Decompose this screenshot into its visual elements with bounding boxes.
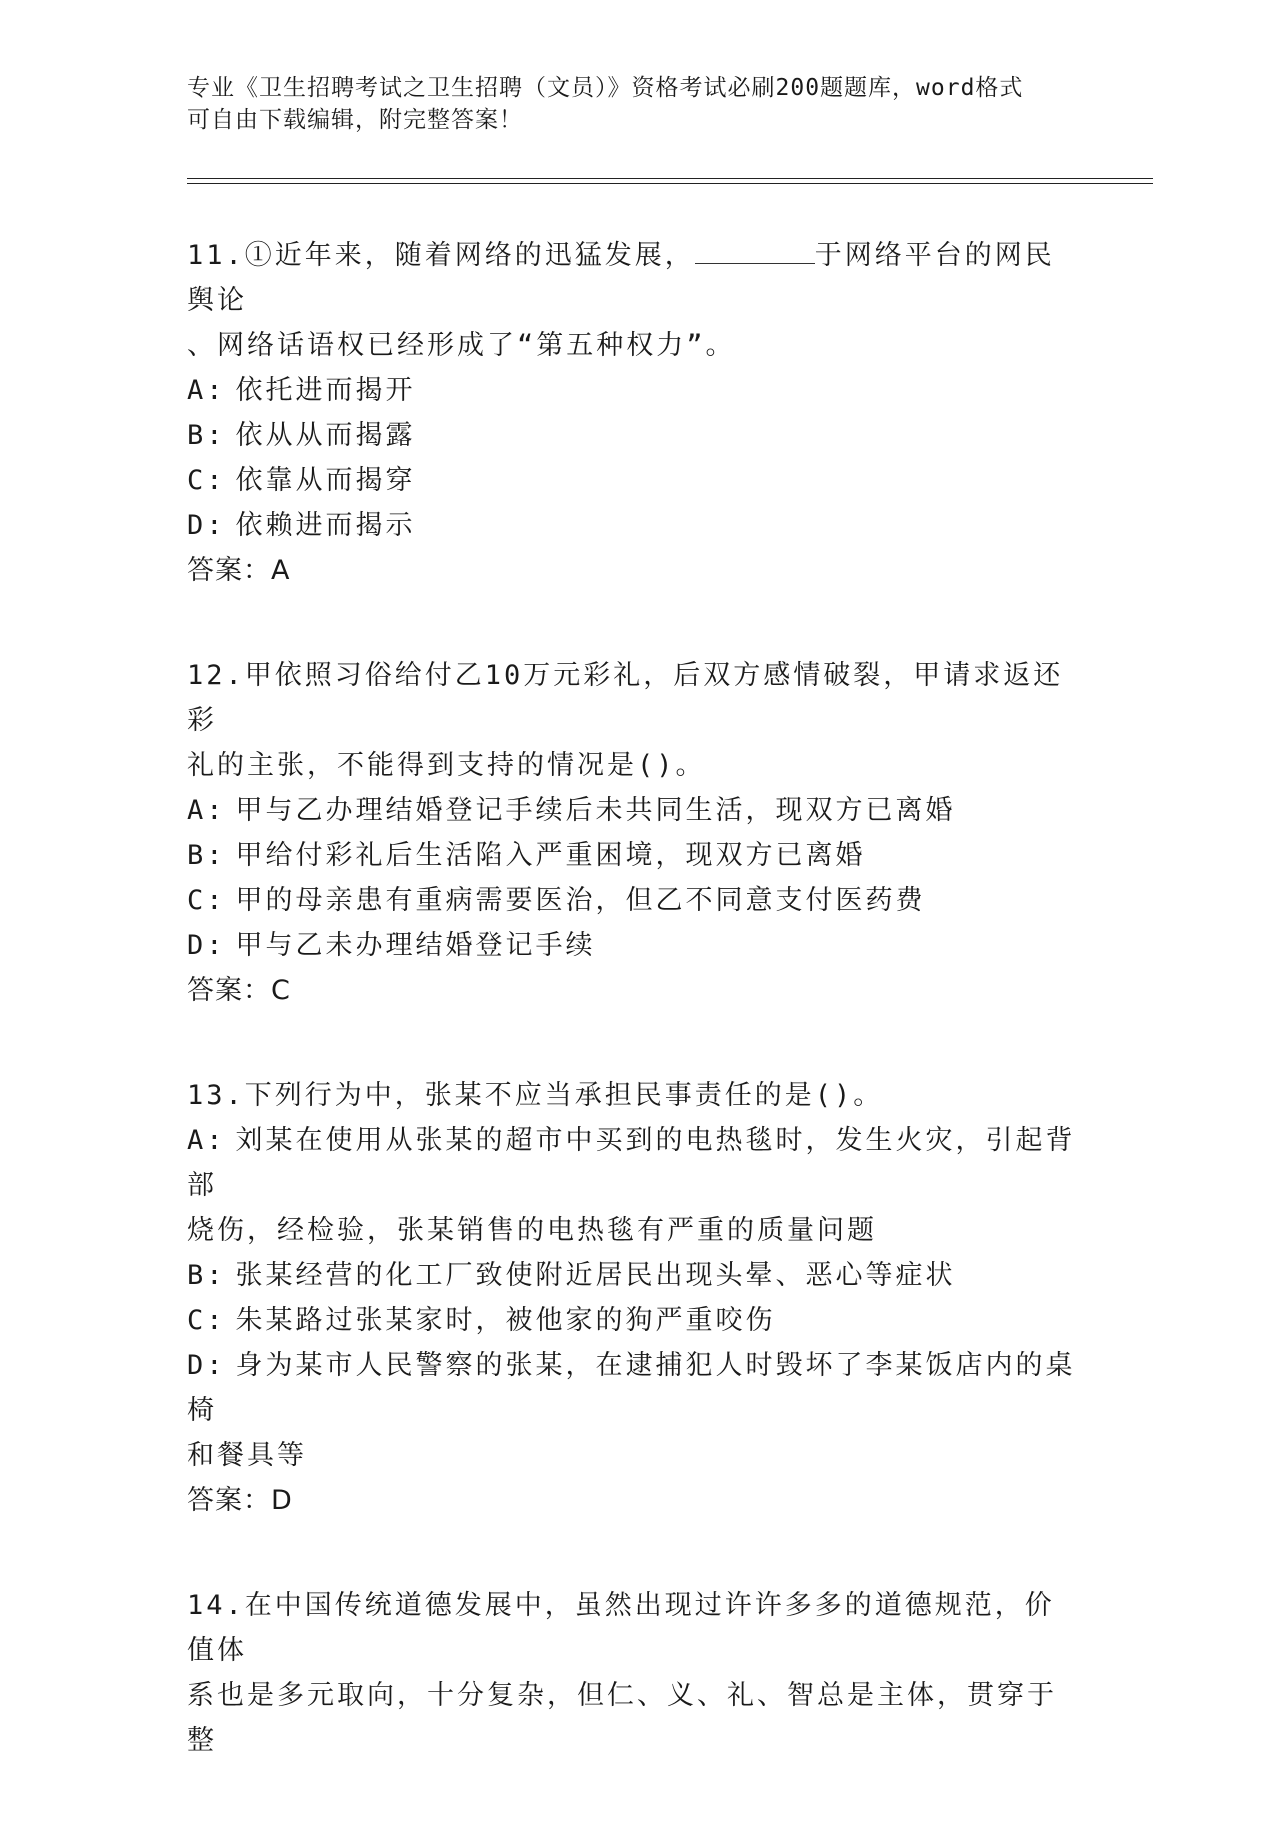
header-divider-top bbox=[187, 178, 1153, 179]
document-header bbox=[187, 72, 1067, 136]
option-d: D: 甲与乙未办理结婚登记手续 bbox=[187, 930, 596, 961]
question-list bbox=[187, 233, 1077, 1823]
option-d: D: 依赖进而揭示 bbox=[187, 510, 416, 541]
option-b: B: 依从从而揭露 bbox=[187, 420, 416, 451]
question-14 bbox=[187, 1583, 1077, 1763]
question-stem: 11.①近年来，随着网络的迅猛发展， 于网络平台的网民舆论 bbox=[187, 233, 1077, 323]
answer-line: 答案：A bbox=[187, 555, 291, 586]
answer-line: 答案：C bbox=[187, 975, 291, 1006]
option-c: C: 朱某路过张某家时，被他家的狗严重咬伤 bbox=[187, 1305, 776, 1336]
answer-line: 答案：D bbox=[187, 1485, 293, 1516]
option-b: B: 甲给付彩礼后生活陷入严重困境，现双方已离婚 bbox=[187, 840, 866, 871]
question-stem-cont: 礼的主张，不能得到支持的情况是()。 bbox=[187, 750, 706, 781]
fill-in-blank bbox=[695, 235, 815, 264]
header-divider-bottom bbox=[187, 183, 1153, 184]
header-line-2: 可自由下载编辑，附完整答案！ bbox=[187, 107, 523, 133]
option-d-cont: 和餐具等 bbox=[187, 1440, 307, 1471]
option-d: D: 身为某市人民警察的张某，在逮捕犯人时毁坏了李某饭店内的桌椅 bbox=[187, 1350, 1076, 1426]
option-a: A: 刘某在使用从张某的超市中买到的电热毯时，发生火灾，引起背部 bbox=[187, 1125, 1076, 1201]
question-11 bbox=[187, 233, 1077, 593]
option-b: B: 张某经营的化工厂致使附近居民出现头晕、恶心等症状 bbox=[187, 1260, 956, 1291]
option-a: A: 甲与乙办理结婚登记手续后未共同生活，现双方已离婚 bbox=[187, 795, 956, 826]
question-stem: 13.下列行为中，张某不应当承担民事责任的是()。 bbox=[187, 1080, 884, 1111]
question-13 bbox=[187, 1073, 1077, 1523]
option-c: C: 依靠从而揭穿 bbox=[187, 465, 416, 496]
question-12 bbox=[187, 653, 1077, 1013]
question-stem: 12.甲依照习俗给付乙10万元彩礼，后双方感情破裂，甲请求返还彩 bbox=[187, 660, 1064, 736]
header-line-1: 专业《卫生招聘考试之卫生招聘（文员）》资格考试必刷200题题库，word格式 bbox=[187, 75, 1024, 101]
option-c: C: 甲的母亲患有重病需要医治，但乙不同意支付医药费 bbox=[187, 885, 926, 916]
question-stem: 14.在中国传统道德发展中，虽然出现过许许多多的道德规范，价值体 bbox=[187, 1590, 1055, 1666]
question-stem-cont: 、网络话语权已经形成了“第五种权力”。 bbox=[187, 330, 736, 361]
question-stem-cont: 系也是多元取向，十分复杂，但仁、义、礼、智总是主体，贯穿于整 bbox=[187, 1680, 1057, 1756]
option-a-cont: 烧伤，经检验，张某销售的电热毯有严重的质量问题 bbox=[187, 1215, 877, 1246]
option-a: A: 依托进而揭开 bbox=[187, 375, 416, 406]
